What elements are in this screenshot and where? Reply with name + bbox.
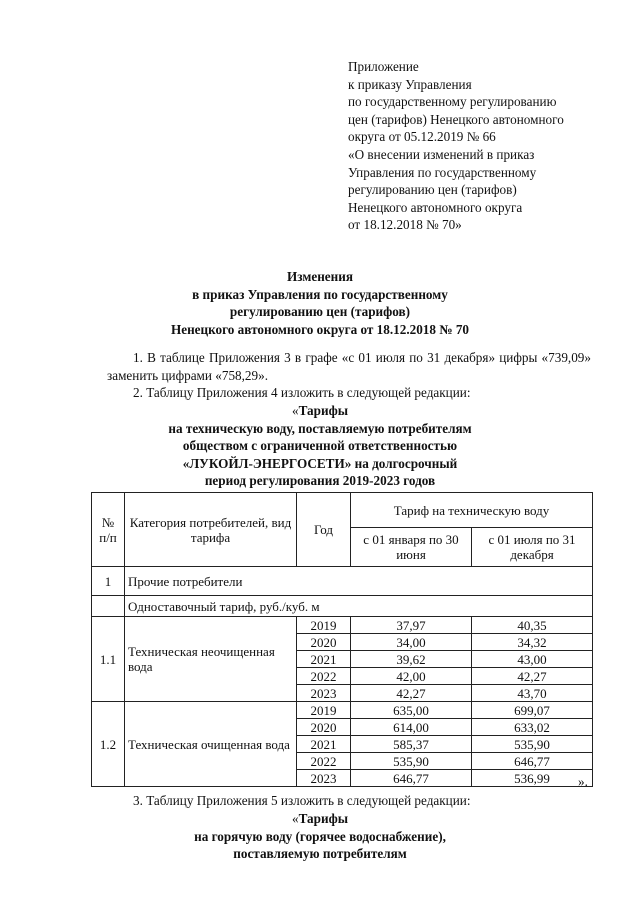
tariff-title-word: Тарифы [298,403,348,418]
year-cell: 2023 [297,685,351,702]
year-cell: 2021 [297,736,351,753]
tariff-title-line: на техническую воду, поставляемую потребителям [168,420,472,436]
appendix-line: по государственному регулированию [348,94,557,110]
title-line: Изменения [287,269,353,284]
value-cell: 699,07 [472,702,593,719]
value-cell: 42,27 [472,668,593,685]
tariff-title-line: период регулирования 2019-2023 годов [204,473,436,489]
year-cell: 2020 [297,634,351,651]
appendix-line: регулированию цен (тарифов) [348,182,517,198]
table-header-row [92,493,593,528]
table-row [92,617,593,634]
tariff-title-line: «ЛУКОЙЛ-ЭНЕРГОСЕТИ» на долгосрочный [182,455,458,471]
tariff-type: Одноставочный тариф, руб./куб. м [125,596,593,617]
value-cell: 39,62 [351,651,472,668]
title-line: Ненецкого автономного округа от 18.12.2018 № 70 [170,321,470,337]
appendix-line: от 18.12.2018 № 70» [348,217,462,233]
header-period-1: с 01 января по 30 июня [351,528,472,567]
group-num: 1.2 [92,702,125,787]
value-cell: 43,00 [472,651,593,668]
tariff-title-2-line: на горячую воду (горячее водоснабжение), [194,828,446,844]
tariff-title-2-line: поставляемую потребителям [233,846,407,862]
value-cell: 37,97 [351,617,472,634]
year-cell: 2019 [297,702,351,719]
value-cell: 43,70 [472,685,593,702]
value-cell: 635,00 [351,702,472,719]
tariff-title-2 [0,810,640,863]
header-year: Год [297,493,351,567]
tariff-title-2-word: Тарифы [298,811,348,826]
year-cell: 2023 [297,770,351,787]
tariff-title-2-quote: « [291,811,299,826]
header-period-2: с 01 июля по 31 декабря [472,528,593,567]
header-tariff: Тариф на техническую воду [351,493,593,528]
group-num: 1.1 [92,617,125,702]
year-cell: 2021 [297,651,351,668]
appendix-header [348,58,564,234]
appendix-line: к приказу Управления [348,76,472,92]
section-label: Прочие потребители [125,567,593,596]
year-cell: 2022 [297,753,351,770]
appendix-line: Управления по государственному [348,164,537,180]
value-cell: 536,99 [472,770,593,787]
tariff-table [91,492,593,787]
year-cell: 2020 [297,719,351,736]
value-cell: 42,27 [351,685,472,702]
value-cell: 646,77 [351,770,472,787]
section-num: 1 [92,567,125,596]
value-cell: 614,00 [351,719,472,736]
table-row [92,596,593,617]
paragraph-3-text: 3. Таблицу Приложения 5 изложить в следующей редакции: [133,793,471,808]
appendix-line: цен (тарифов) Ненецкого автономного [348,111,564,127]
header-category: Категория потребителей, вид тарифа [125,493,297,567]
table-row [92,567,593,596]
value-cell: 535,90 [472,736,593,753]
document-title [0,268,640,338]
paragraph-1-text: 1. В таблице Приложения 3 в графе «с 01 июля по 31 декабря» цифры «739,09» заменить цифрами «758,29». [107,350,591,383]
tariff-title-2-head [0,810,640,828]
appendix-line: Приложение [348,59,419,74]
title-line: в приказ Управления по государственному [192,286,448,302]
paragraph-1 [107,349,591,402]
year-cell: 2022 [297,668,351,685]
value-cell: 633,02 [472,719,593,736]
value-cell: 34,32 [472,634,593,651]
value-cell: 40,35 [472,617,593,634]
group-label: Техническая неочищенная вода [125,617,297,702]
tariff-title-head [0,402,640,420]
title-line: регулированию цен (тарифов) [229,304,411,320]
value-cell: 34,00 [351,634,472,651]
appendix-line: Ненецкого автономного округа [348,199,523,215]
appendix-line: «О внесении изменений в приказ [348,146,535,162]
appendix-line: округа от 05.12.2019 № 66 [348,129,496,145]
table-row [92,702,593,719]
tariff-title [0,402,640,490]
year-cell: 2019 [297,617,351,634]
tariff-title-quote: « [291,403,299,418]
value-cell: 42,00 [351,668,472,685]
header-num: № п/п [92,493,125,567]
end-quote: ». [578,774,588,789]
value-cell: 646,77 [472,753,593,770]
tariff-title-line: обществом с ограниченной ответственностью [182,438,458,454]
value-cell: 535,90 [351,753,472,770]
empty-cell [92,596,125,617]
paragraph-3 [107,792,591,810]
paragraph-2-text: 2. Таблицу Приложения 4 изложить в следующей редакции: [133,385,471,401]
group-label: Техническая очищенная вода [125,702,297,787]
value-cell: 585,37 [351,736,472,753]
